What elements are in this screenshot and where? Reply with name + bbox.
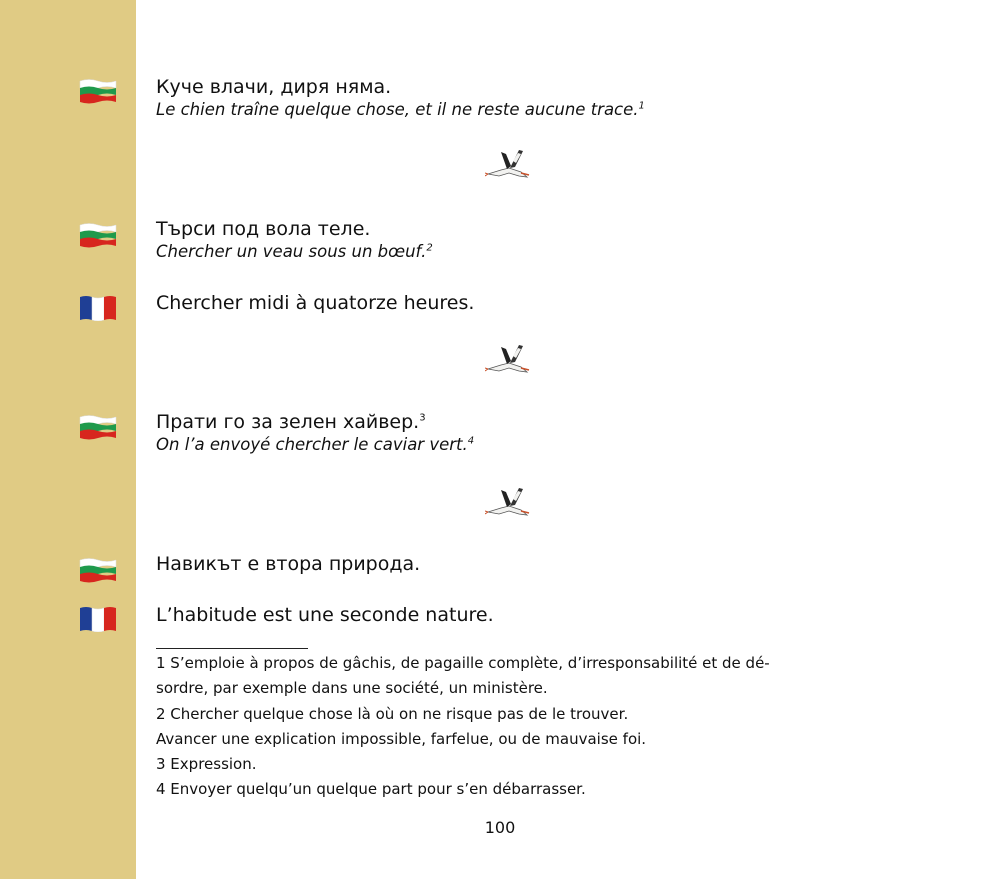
footnote-line: 2 Chercher quelque chose là où on ne risque pas de le trouver. (156, 704, 629, 723)
stork-icon (485, 484, 531, 520)
footnote-line: 3 Expression. (156, 755, 257, 774)
proverb-translation (156, 434, 474, 456)
proverb-native: Търси под вола теле. (156, 218, 371, 240)
bulgarian-flag-icon (79, 557, 117, 583)
footnote-ref[interactable]: 2 (426, 242, 433, 254)
bulgarian-flag-icon (79, 222, 117, 248)
proverb-entry (156, 217, 433, 263)
proverb-translation (156, 241, 433, 263)
proverb-native: Chercher midi à quatorze heures. (156, 292, 475, 314)
footnote-line: 1 S’emploie à propos de gâchis, de pagaille complète, d’irresponsabilité et de dé- (156, 654, 770, 672)
footnote-divider (156, 648, 308, 649)
proverb-entry (156, 291, 474, 315)
page-number-container (0, 818, 1000, 837)
french-flag-icon (79, 295, 117, 321)
proverb-native: L’habitude est une seconde nature. (156, 604, 494, 626)
stork-icon (485, 341, 531, 377)
proverb-entry (156, 410, 474, 456)
proverb-entry (156, 552, 420, 576)
proverb-native: Навикът е втора природа. (156, 553, 421, 575)
page-number: 100 (484, 818, 516, 837)
footnotes (156, 651, 846, 803)
proverb-native (156, 410, 474, 434)
translation-text: Le chien traîne quelque chose, et il ne reste aucune trace. (156, 100, 639, 119)
translation-text: Chercher un veau sous un bœuf. (156, 242, 427, 261)
proverb-entry (156, 603, 494, 627)
footnote-line: sordre, par exemple dans une société, un ministère. (156, 679, 548, 698)
french-flag-icon (79, 606, 117, 632)
translation-text: On l’a envoyé chercher le caviar vert. (156, 435, 468, 454)
proverb-translation (156, 99, 645, 121)
proverb-native: Куче влачи, диря няма. (156, 76, 392, 98)
footnote-ref[interactable]: 1 (638, 100, 645, 112)
stork-icon (485, 146, 531, 182)
proverb-entry (156, 75, 645, 121)
native-text: Прати го за зелен хайвер. (156, 411, 420, 433)
bulgarian-flag-icon (79, 78, 117, 104)
footnote-ref[interactable]: 4 (467, 435, 475, 447)
footnote-ref[interactable]: 3 (419, 412, 426, 424)
footnote-line: 4 Envoyer quelqu’un quelque part pour s’en débarrasser. (156, 780, 586, 799)
footnote-line: Avancer une explication impossible, farfelue, ou de mauvaise foi. (156, 729, 647, 748)
bulgarian-flag-icon (79, 414, 117, 440)
